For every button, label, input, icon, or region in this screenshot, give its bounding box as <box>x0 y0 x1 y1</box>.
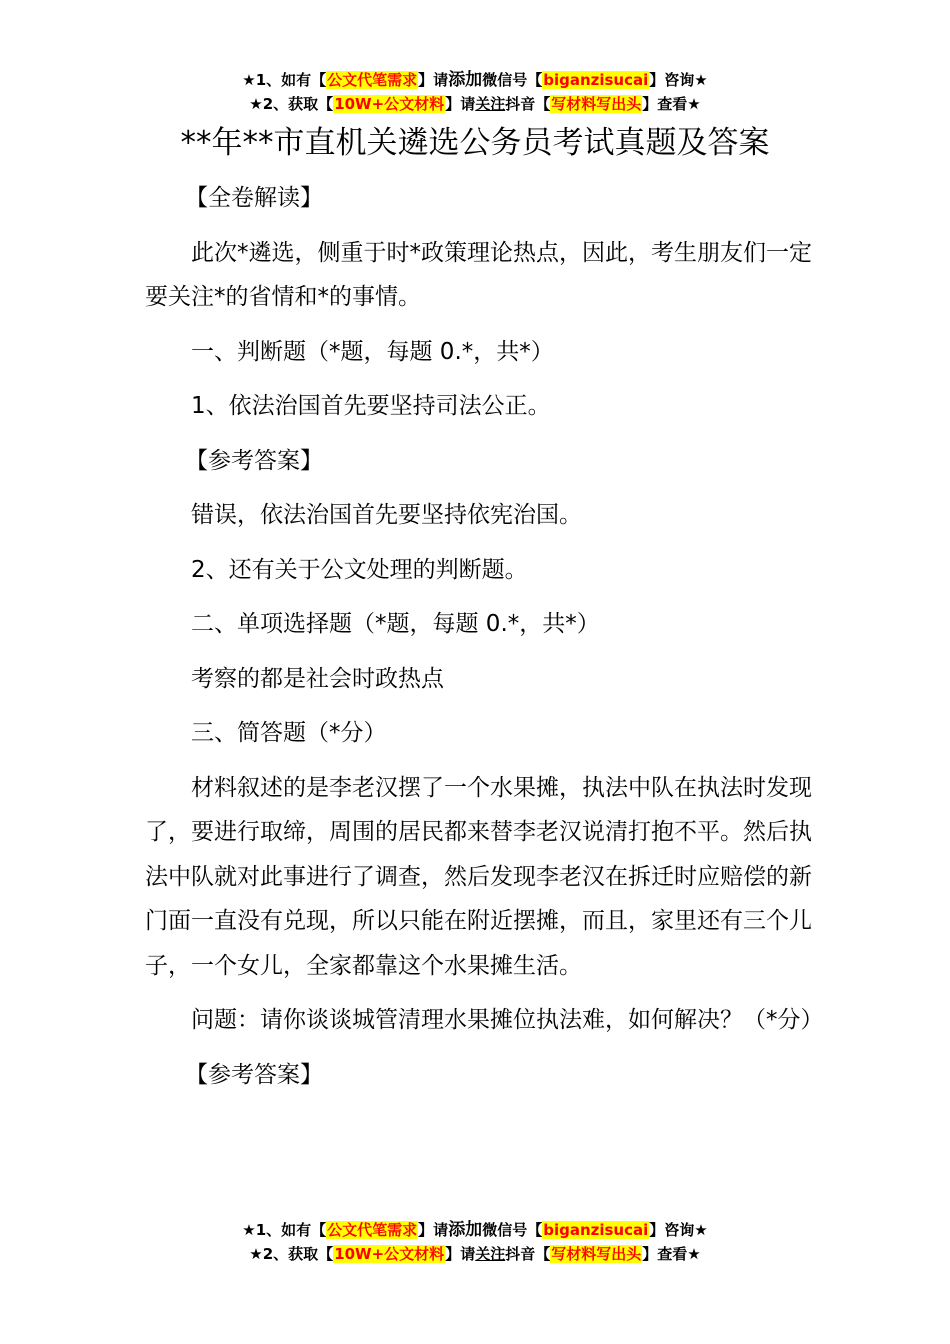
paragraph-choice-note: 考察的都是社会时政热点 <box>191 665 444 692</box>
highlight-materials: 10W+公文材料 <box>334 95 445 113</box>
banner-line-2: ★2、获取【10W+公文材料】请关注抖音【写材料写出头】查看★ <box>249 1245 701 1263</box>
section-heading-true-false: 一、判断题（*题，每题 0.*，共*） <box>191 338 554 365</box>
document-title: **年**市直机关遴选公务员考试真题及答案 <box>180 125 770 161</box>
wechat-id: biganzisucai <box>543 71 649 89</box>
answer-heading-2: 【参考答案】 <box>185 1061 323 1088</box>
wechat-id: biganzisucai <box>543 1221 649 1239</box>
question-2: 2、还有关于公文处理的判断题。 <box>191 556 528 583</box>
paragraph-intro: 此次*遴选，侧重于时*政策理论热点，因此，考生朋友们一定要关注*的省情和*的事情。 <box>145 239 812 310</box>
section-heading-short-answer: 三、简答题（*分） <box>191 720 387 746</box>
paragraph-question: 问题：请你谈谈城管清理水果摊位执法难，如何解决？（*分） <box>191 1007 824 1033</box>
banner-line-2: ★2、获取【10W+公文材料】请关注抖音【写材料写出头】查看★ <box>249 95 701 113</box>
highlight-service: 公文代笔需求 <box>327 71 418 89</box>
banner-line-1: ★1、如有【公文代笔需求】请添加微信号【biganzisucai】咨询★ <box>242 70 708 90</box>
banner-line-1: ★1、如有【公文代笔需求】请添加微信号【biganzisucai】咨询★ <box>242 1220 708 1240</box>
douyin-account: 写材料写出头 <box>551 1245 642 1263</box>
answer-1: 错误，依法治国首先要坚持依宪治国。 <box>191 502 582 528</box>
answer-heading-1: 【参考答案】 <box>185 447 323 474</box>
header-banner <box>0 68 950 116</box>
question-1: 1、依法治国首先要坚持司法公正。 <box>191 393 551 419</box>
paragraph-material: 材料叙述的是李老汉摆了一个水果摊，执法中队在执法时发现了，要进行取缔，周围的居民都来替李老汉说清打抱不平。然后执法中队就对此事进行了调查，然后发现李老汉在拆迁时应赔偿的新门面一直没有兑现，所以只能在附近摆摊，而且，家里还有三个儿子，一个女儿，全家都靠这个水果摊生活。 <box>145 774 812 979</box>
document-body <box>145 176 824 1097</box>
footer-banner <box>0 1218 950 1266</box>
highlight-service: 公文代笔需求 <box>327 1221 418 1239</box>
section-heading-overview: 【全卷解读】 <box>185 185 323 211</box>
highlight-materials: 10W+公文材料 <box>334 1245 445 1263</box>
section-heading-single-choice: 二、单项选择题（*题，每题 0.*，共*） <box>191 611 600 637</box>
douyin-account: 写材料写出头 <box>551 95 642 113</box>
